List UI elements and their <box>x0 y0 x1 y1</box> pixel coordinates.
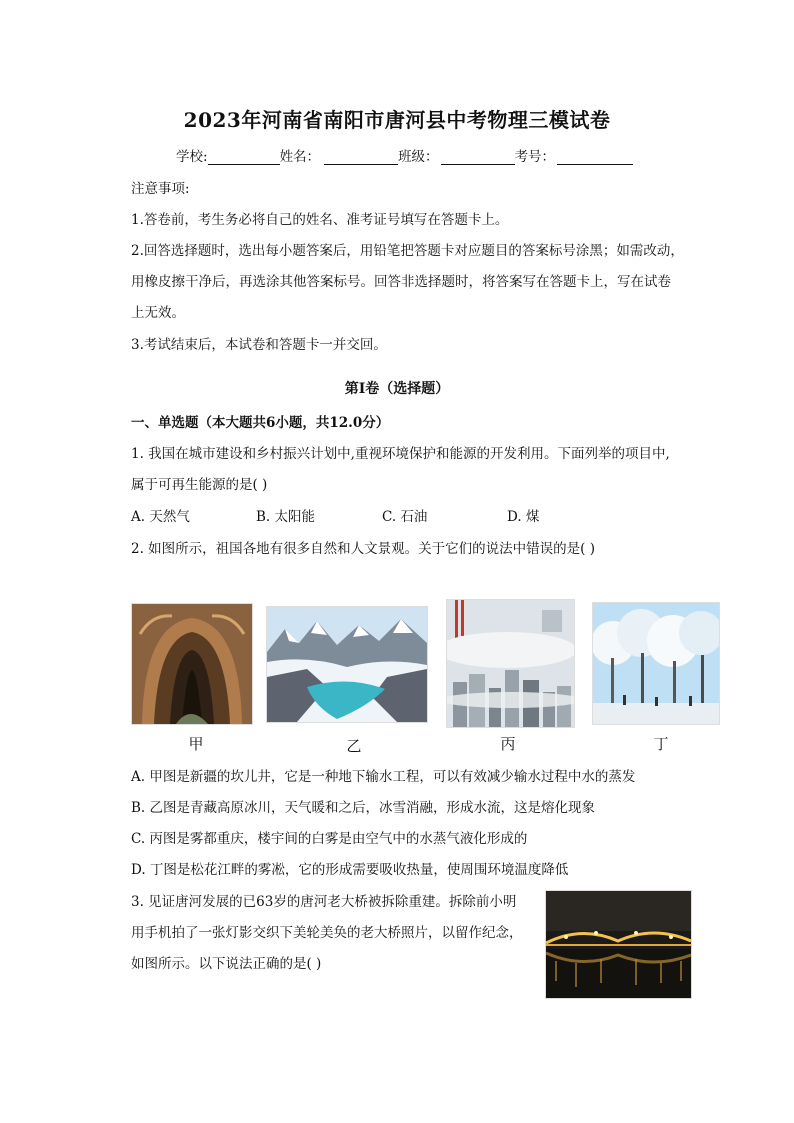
rime-trees-image <box>592 602 720 725</box>
question-3-stem-cont: 用手机拍了一张灯影交织下美轮美奂的老大桥照片，以留作纪念， <box>131 925 523 941</box>
notice-item: 上无效。 <box>131 305 185 321</box>
school-label: 学校: <box>176 149 208 165</box>
caption-yi: 乙 <box>346 737 362 755</box>
question-1-option-b: B. 太阳能 <box>256 509 316 525</box>
caption-jia: 甲 <box>188 735 204 753</box>
notice-item: 用橡皮擦干净后，再选涂其他答案标号。回答非选择题时，将答案写在答题卡上，写在试卷 <box>131 274 671 290</box>
night-bridge-image <box>545 890 692 999</box>
question-1-stem-cont: 属于可再生能源的是( ) <box>131 477 268 493</box>
student-info-row <box>176 145 633 165</box>
notice-item: 3.考试结束后，本试卷和答题卡一并交回。 <box>131 337 387 353</box>
question-3-stem: 3. 见证唐河发展的已63岁的唐河老大桥被拆除重建。拆除前小明 <box>131 894 517 910</box>
notice-heading: 注意事项: <box>131 181 190 197</box>
part-heading: 一、单选题（本大题共6小题，共12.0分） <box>131 415 390 431</box>
karez-tunnel-image <box>131 603 253 725</box>
exam-number-blank[interactable] <box>557 150 633 165</box>
notice-item: 2.回答选择题时，选出每小题答案后，用铅笔把答题卡对应题目的答案标号涂黑；如需改动， <box>131 243 684 259</box>
question-2-option-d: D. 丁图是松花江畔的雾凇，它的形成需要吸收热量，使周围环境温度降低 <box>131 862 569 878</box>
question-1-option-a: A. 天然气 <box>131 509 190 525</box>
exam-title: 2023年河南省南阳市唐河县中考物理三模试卷 <box>183 108 611 132</box>
class-blank[interactable] <box>441 150 515 165</box>
question-2-option-c: C. 丙图是雾都重庆，楼宇间的白雾是由空气中的水蒸气液化形成的 <box>131 831 528 847</box>
question-2-option-b: B. 乙图是青藏高原冰川，天气暖和之后，冰雪消融，形成水流，这是熔化现象 <box>131 800 596 816</box>
exam-number-label: 考号： <box>514 149 556 165</box>
caption-bing: 丙 <box>500 735 516 753</box>
name-label: 姓名： <box>279 149 321 165</box>
foggy-city-image <box>446 599 575 728</box>
question-3-stem-cont: 如图所示。以下说法正确的是( ) <box>131 956 322 972</box>
question-1-option-d: D. 煤 <box>507 509 540 525</box>
notice-item: 1.答卷前，考生务必将自己的姓名、准考证号填写在答题卡上。 <box>131 212 509 228</box>
question-2-stem: 2. 如图所示，祖国各地有很多自然和人文景观。关于它们的说法中错误的是( ) <box>131 541 595 557</box>
school-blank[interactable] <box>208 150 280 165</box>
caption-ding: 丁 <box>653 735 669 753</box>
section-title: 第Ⅰ卷（选择题） <box>344 381 450 397</box>
question-1-stem: 1. 我国在城市建设和乡村振兴计划中,重视环境保护和能源的开发利用。下面列举的项目中, <box>131 446 670 462</box>
question-2-option-a: A. 甲图是新疆的坎儿井，它是一种地下输水工程，可以有效减少输水过程中水的蒸发 <box>131 769 636 785</box>
question-1-option-c: C. 石油 <box>382 509 428 525</box>
class-label: 班级： <box>398 149 439 165</box>
glacier-lake-image <box>266 606 428 723</box>
name-blank[interactable] <box>324 150 398 165</box>
